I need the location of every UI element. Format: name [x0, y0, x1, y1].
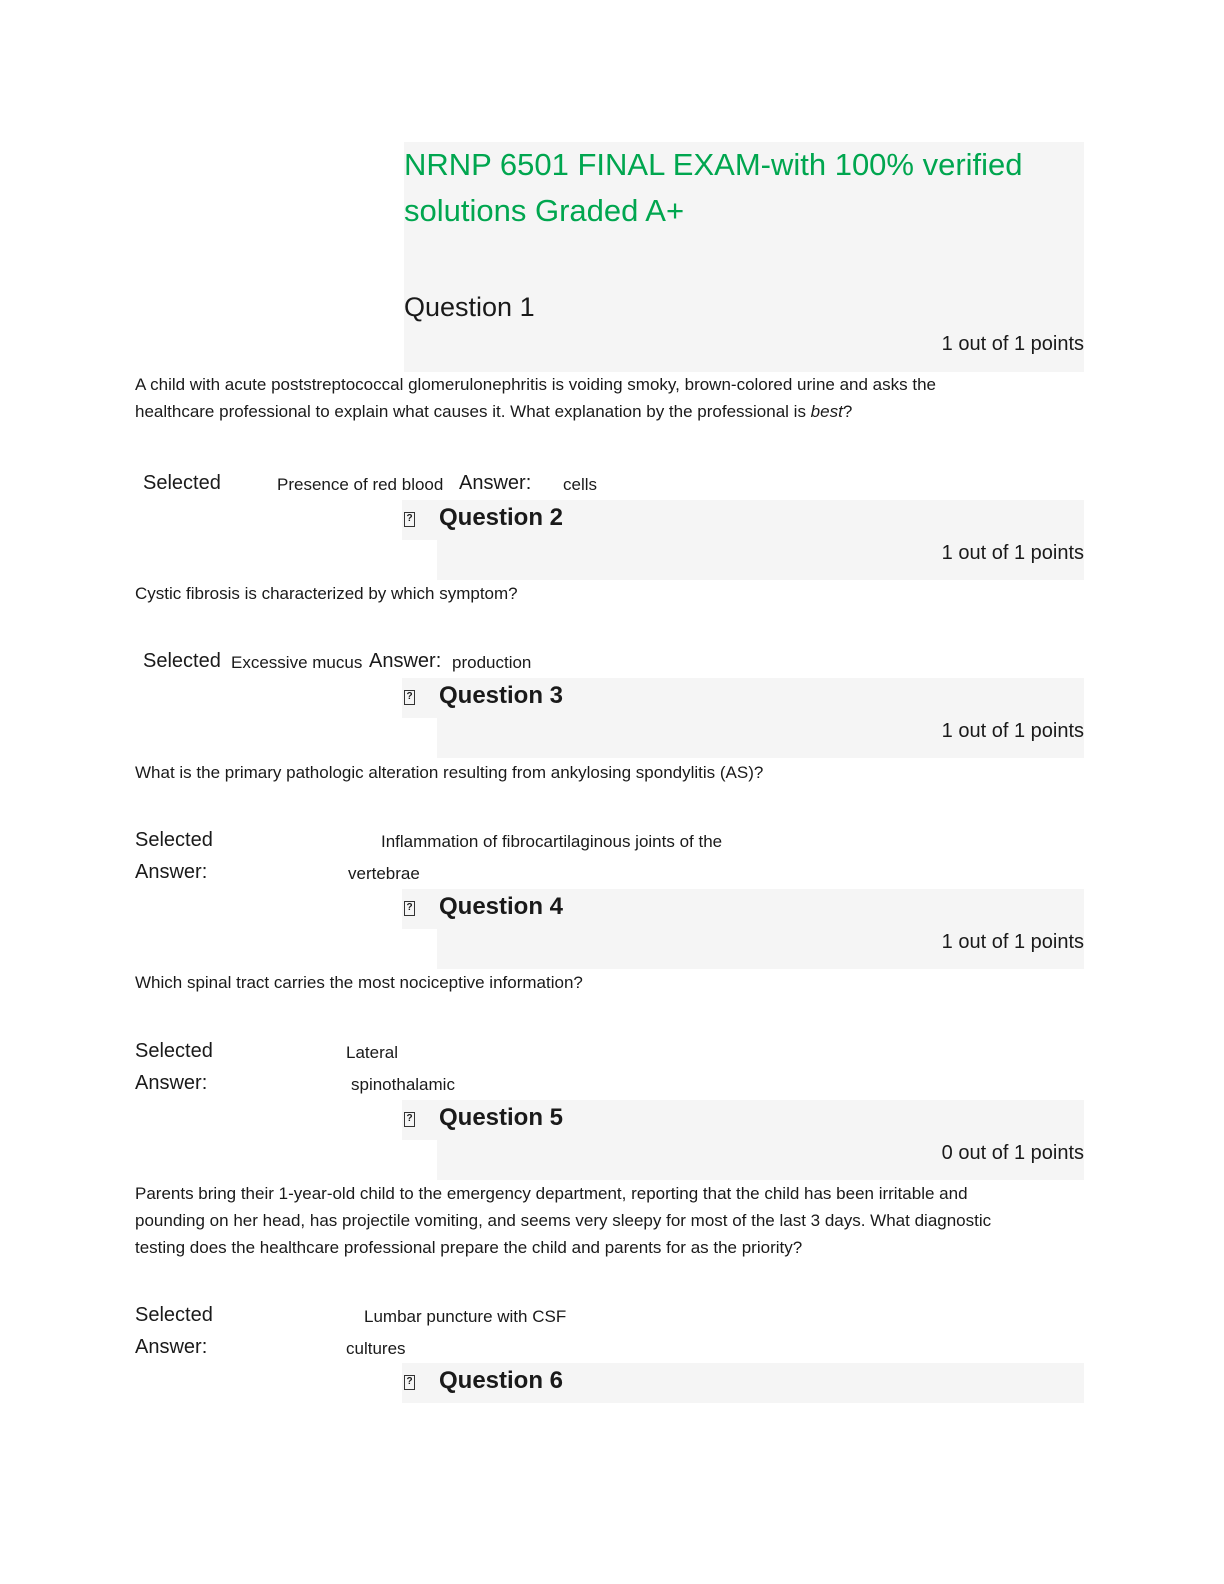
- question-3-answer-label: Answer:: [135, 861, 208, 883]
- question-6-status-icon: ?: [404, 1375, 415, 1390]
- question-5-heading: Question 5: [439, 1104, 564, 1131]
- question-5-answer-part-2: cultures: [346, 1339, 406, 1358]
- question-5-text: Parents bring their 1-year-old child to the emergency department, reporting that the child has been irritable and pounding on her head, has projectile vomiting, and seems very sleepy for most of the last 3 days. What diagnostic testing does the healthcare professional prepare the child and parents for as the priority?: [135, 1184, 992, 1257]
- question-1-text: A child with acute poststreptococcal glomerulonephritis is voiding smoky, brown-colored urine and asks the healthcare professional to explain what causes it. What explanation by the professional is best?: [135, 375, 936, 421]
- question-5-selected-label: Selected: [135, 1304, 213, 1326]
- question-2-points: 1 out of 1 points: [941, 542, 1084, 564]
- question-3-selected-label: Selected: [135, 829, 213, 851]
- question-6-heading: Question 6: [439, 1367, 564, 1394]
- question-3-answer-part-1: Inflammation of fibrocartilaginous joints of the: [381, 832, 723, 851]
- question-2-answer-label: Answer:: [369, 650, 442, 672]
- emphasis-best: best: [810, 402, 843, 421]
- question-3-text: What is the primary pathologic alteration resulting from ankylosing spondylitis (AS)?: [135, 763, 764, 782]
- question-5-points: 0 out of 1 points: [941, 1142, 1084, 1164]
- question-2-heading: Question 2: [439, 504, 564, 531]
- question-2-status-icon: ?: [404, 512, 415, 527]
- question-5-status-icon: ?: [404, 1112, 415, 1127]
- question-4-answer-label: Answer:: [135, 1072, 208, 1094]
- question-3-heading: Question 3: [439, 682, 564, 709]
- question-2-text: Cystic fibrosis is characterized by which symptom?: [135, 584, 518, 603]
- title-line-1: NRNP 6501 FINAL EXAM-with 100% verified: [404, 147, 1027, 182]
- question-1-heading: Question 1: [404, 292, 535, 322]
- question-2-answer-part-2: production: [452, 653, 532, 672]
- question-3-status-icon: ?: [404, 690, 415, 705]
- question-1-points: 1 out of 1 points: [941, 333, 1084, 355]
- question-2-selected-label: Selected: [143, 650, 221, 672]
- question-1-selected-label: Selected: [143, 472, 221, 494]
- question-5-answer-label: Answer:: [135, 1336, 208, 1358]
- question-2-answer-part-1: Excessive mucus: [231, 653, 363, 672]
- question-4-answer-part-2: spinothalamic: [351, 1075, 455, 1094]
- question-3-points: 1 out of 1 points: [941, 720, 1084, 742]
- question-4-selected-label: Selected: [135, 1040, 213, 1062]
- document-title: [404, 142, 1084, 234]
- question-4-points: 1 out of 1 points: [941, 931, 1084, 953]
- question-4-answer-part-1: Lateral: [346, 1043, 398, 1062]
- question-1-answer-label: Answer:: [459, 472, 532, 494]
- question-5-answer-part-1: Lumbar puncture with CSF: [364, 1307, 567, 1326]
- question-3-answer-part-2: vertebrae: [348, 864, 420, 883]
- title-line-2: solutions Graded A+: [404, 193, 688, 228]
- question-4-status-icon: ?: [404, 901, 415, 916]
- question-1-answer-part-2: cells: [563, 475, 598, 494]
- question-1-answer-part-1: Presence of red blood: [277, 475, 444, 494]
- question-4-text: Which spinal tract carries the most nociceptive information?: [135, 973, 583, 992]
- question-4-heading: Question 4: [439, 893, 564, 920]
